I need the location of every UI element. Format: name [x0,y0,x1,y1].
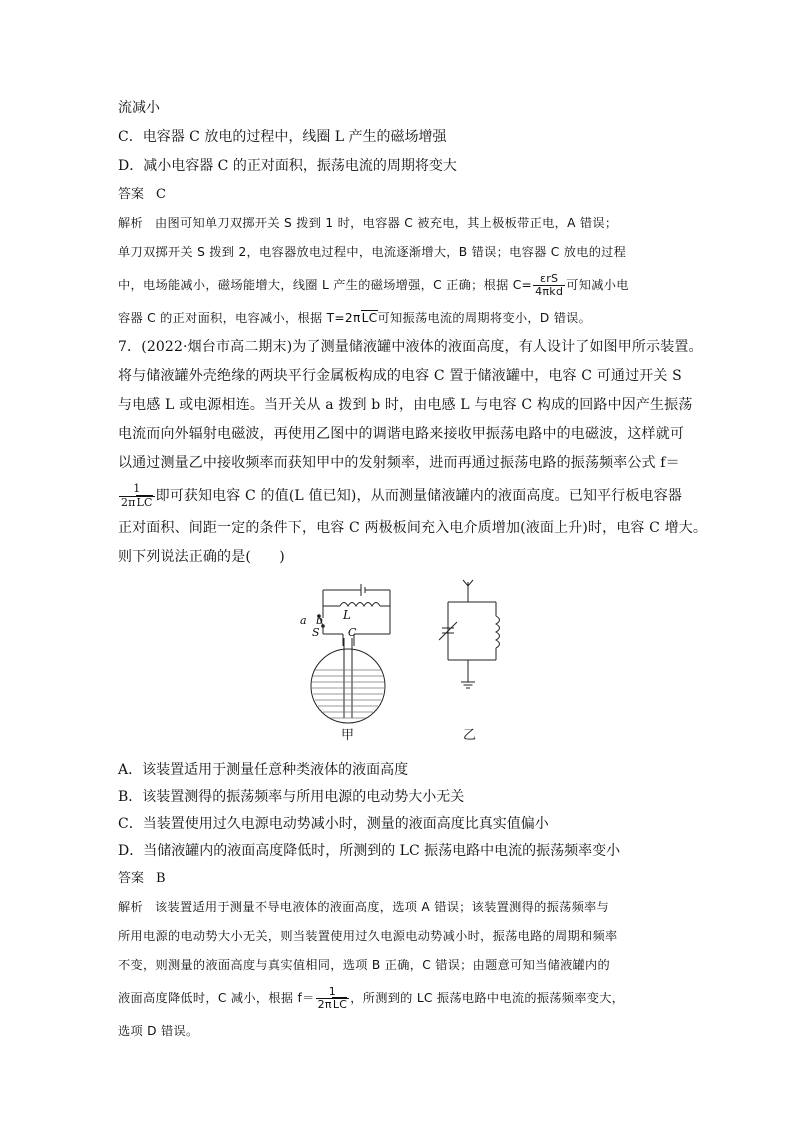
option-a: A．该装置适用于测量任意种类液体的液面高度 [118,762,409,778]
option-b: B．该装置测得的振荡频率与所用电源的电动势大小无关 [118,789,465,805]
circuit-diagram [118,578,678,753]
answer-label: 答案 [118,871,145,886]
document-page [118,94,708,1046]
caption-jia: 甲 [341,728,355,743]
answer-label: 答案 [118,187,145,202]
solution-2-line-3: 不变，则测量的液面高度与真实值相同，选项 B 正确，C 错误；由题意可知当储液罐内的 [118,958,611,972]
question-7-line-6: $\frac{1}{\text{2πLC}}$ 即可获知电容 C 的值(L 值已知)，从而测量储液罐内的液面高度。已知平行板电容器 [121,482,682,509]
option-c-prev: C．电容器 C 放电的过程中，线圈 L 产生的磁场增强 [118,129,447,145]
answer-value: B [156,871,166,886]
solution-1-line-2: 单刀双掷开关 S 拨到 2，电容器放电过程中，电流逐渐增大，B 错误；电容器 C 放电的过程 [118,245,627,259]
label-l: L [343,608,351,622]
capacitance-formula: $\frac{\text{εrS}}{\text{4πkd}}$ [535,271,564,298]
solution-1-line-1: 解析 由图可知单刀双掷开关 S 拨到 1 时，电容器 C 被充电，其上极板带正电，A 错误； [118,216,618,230]
question-7-line-4: 电流而向外辐射电磁波，再使用乙图中的调谐电路来接收甲振荡电路中的电磁波，这样就可 [118,426,684,442]
question-7-line-3: 与电感 L 或电源相连。当开关从 a 拨到 b 时，由电感 L 与电容 C 构成的回路中因产生振荡 [118,397,693,413]
circuit-figure [118,578,678,753]
question-7-line-7: 正对面积、间距一定的条件下，电容 C 两极板间充入电介质增加(液面上升)时，电容 C 增大。 [118,520,708,536]
solution-2-line-4: 液面高度降低时，C 减小，根据 f＝ $\frac{1}{\text{2πLC}}$ ，所测到的 LC 振荡电路中电流的振荡频率变大， [118,984,625,1011]
question-7-line-2: 将与储液罐外壳绝缘的两块平行金属板构成的电容 C 置于储液罐中，电容 C 可通过开关 S [118,368,682,384]
solution-1-line-4: 容器 C 的正对面积，电容减小，根据 T=2πLC可知振荡电流的周期将变小，D 错误。 [118,311,592,325]
option-d: D．当储液罐内的液面高度降低时，所测到的 LC 振荡电路中电流的振荡频率变小 [118,843,621,859]
option-c: C．当装置使用过久电源电动势减小时，测量的液面高度比真实值偏小 [118,816,549,832]
frequency-formula: $\frac{1}{\text{2πLC}}$ [121,482,153,509]
answer-line-2 [118,865,678,893]
solution-label: 解析 [118,216,143,230]
option-d-prev: D．减小电容器 C 的正对面积，振荡电流的周期将变大 [118,158,457,174]
label-s: S [312,626,320,639]
label-b: b [316,614,324,627]
label-c: C [348,626,357,639]
answer-line-1 [118,181,678,209]
solution-2-line-2: 所用电源的电动势大小无关，则当装置使用过久电源电动势减小时，振荡电路的周期和频率 [118,929,618,943]
sqrt-lc: LC [361,311,378,325]
continued-text: 流减小 [118,100,160,116]
solution-1-line-3: 中，电场能减小，磁场能增大，线圈 L 产生的磁场增强，C 正确；根据 C= $\frac{\text{εrS}}{\text{4πkd}}$ 可知减小电 [118,271,629,298]
solution-label: 解析 [118,900,143,914]
solution-2-line-5: 选项 D 错误。 [118,1024,199,1038]
solution-2-line-1: 解析 该装置适用于测量不导电液体的液面高度，选项 A 错误；该装置测得的振荡频率与 [118,900,610,914]
question-7-line-8: 则下列说法正确的是( ) [118,549,285,565]
caption-yi: 乙 [463,728,477,743]
answer-value: C [156,187,166,202]
label-a: a [300,614,307,627]
frequency-formula-2: $\frac{1}{\text{2πLC}}$ [317,984,348,1011]
question-7-line-5: 以通过测量乙中接收频率而获知甲中的发射频率，进而再通过振荡电路的振荡频率公式 f＝ [118,455,680,471]
question-7-line-1: 7．(2022·烟台市高二期末)为了测量储液罐中液体的液面高度，有人设计了如图甲所示装置。 [118,339,703,355]
